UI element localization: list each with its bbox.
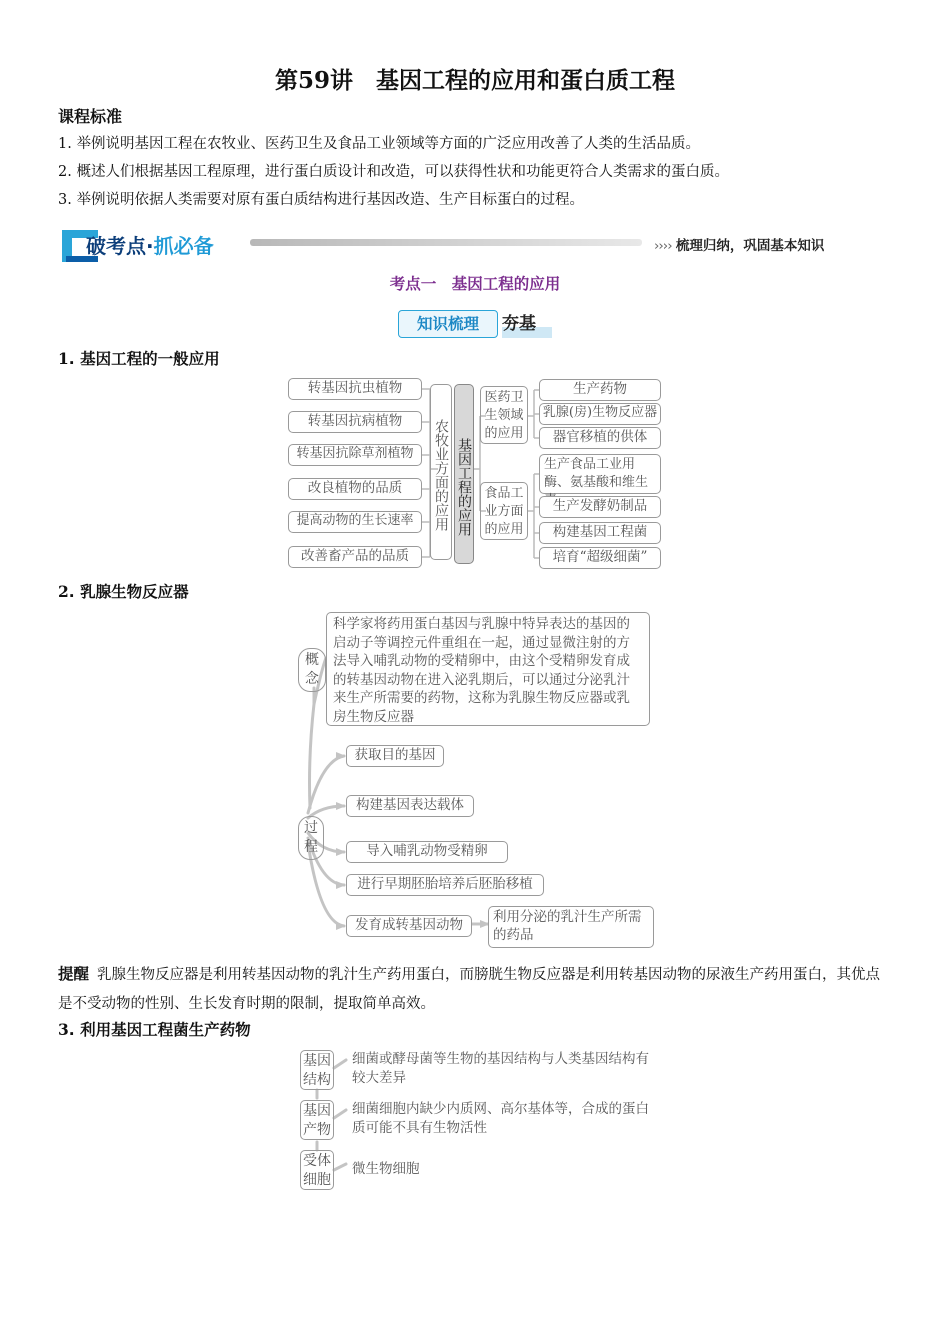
step-4: 进行早期胚胎培养后胚胎移植 bbox=[346, 874, 544, 896]
agri-label: 农牧业方面的应用 bbox=[430, 384, 452, 560]
host-cell-text: 微生物细胞 bbox=[352, 1161, 420, 1177]
part3-heading-text: . 利用基因工程菌生产药物 bbox=[68, 1021, 251, 1039]
part1-heading-text: . 基因工程的一般应用 bbox=[68, 350, 220, 368]
agri-item-4: 改良植物的品质 bbox=[288, 478, 422, 500]
gene-structure-label: 基因结构 bbox=[300, 1050, 334, 1090]
med-label: 医药卫生领域的应用 bbox=[480, 386, 528, 444]
step-5: 发育成转基因动物 bbox=[346, 915, 472, 937]
page-title: 第59讲 基因工程的应用和蛋白质工程 bbox=[274, 67, 675, 94]
part1-heading bbox=[58, 347, 220, 369]
concept-label: 概念 bbox=[298, 648, 326, 692]
standard-item-2: 2. 概述人们根据基因工程原理，进行蛋白质设计和改造，可以获得性状和功能更符合人类需求的蛋白质。 bbox=[58, 164, 729, 180]
agri-item-6: 改善畜产品的品质 bbox=[288, 546, 422, 568]
section-banner bbox=[58, 226, 858, 266]
part3-heading bbox=[58, 1018, 251, 1040]
process-label: 过程 bbox=[298, 816, 324, 860]
part3-heading-num: 3 bbox=[58, 1020, 69, 1039]
food-label: 食品工业方面的应用 bbox=[480, 482, 528, 540]
step-2: 构建基因表达载体 bbox=[346, 795, 474, 817]
med-item-2: 乳腺(房)生物反应器 bbox=[539, 403, 661, 425]
engineered-bacteria-diagram bbox=[298, 1046, 668, 1196]
final-product: 利用分泌的乳汁生产所需的药品 bbox=[488, 906, 654, 948]
center-label: 基因工程的应用 bbox=[454, 384, 474, 564]
med-item-1: 生产药物 bbox=[539, 379, 661, 401]
badge-right: 夯基 bbox=[502, 310, 552, 338]
concept-text: 科学家将药用蛋白基因与乳腺中特异表达的基因的启动子等调控元件重组在一起，通过显微注射的方法导入哺乳动物的受精卵中，由这个受精卵发育成的转基因动物在进入泌乳期后，可以通过分泌乳汁来生产所需要的药物，这称为乳腺生物反应器或乳房生物反应器 bbox=[326, 612, 650, 726]
part1-heading-num: 1 bbox=[58, 349, 69, 368]
gene-structure-text: 细菌或酵母菌等生物的基因结构与人类基因结构有较大差异 bbox=[352, 1051, 649, 1086]
section-title: 考点一 基因工程的应用 bbox=[389, 275, 561, 293]
mammary-bioreactor-diagram bbox=[292, 608, 662, 953]
application-diagram bbox=[284, 374, 668, 574]
agri-item-2: 转基因抗病植物 bbox=[288, 411, 422, 433]
food-item-1: 生产食品工业用酶、氨基酸和维生 bbox=[539, 454, 661, 494]
banner-left-accent: 抓必备 bbox=[153, 234, 214, 258]
agri-item-3: 转基因抗除草剂植物 bbox=[288, 444, 422, 466]
part2-heading bbox=[58, 580, 189, 602]
standard-item-1: 1. 举例说明基因工程在农牧业、医药卫生及食品工业领域等方面的广泛应用改善了人类的生活品质。 bbox=[58, 136, 700, 152]
agri-item-1: 转基因抗虫植物 bbox=[288, 378, 422, 400]
host-cell-label: 受体细胞 bbox=[300, 1150, 334, 1190]
standard-item-3: 3. 举例说明依据人类需要对原有蛋白质结构进行基因改造、生产目标蛋白的过程。 bbox=[58, 192, 584, 208]
gene-product-text: 细菌细胞内缺少内质网、高尔基体等，合成的蛋白质可能不具有生物活性 bbox=[352, 1101, 649, 1136]
tip-paragraph bbox=[58, 960, 892, 1019]
food-item-4: 培育“超级细菌” bbox=[539, 547, 661, 569]
tip-label: 提醒 bbox=[58, 965, 90, 983]
part2-heading-text: . 乳腺生物反应器 bbox=[68, 583, 189, 601]
food-item-3: 构建基因工程菌 bbox=[539, 522, 661, 544]
banner-arrows-icon: ›››› bbox=[654, 238, 672, 254]
step-3: 导入哺乳动物受精卵 bbox=[346, 841, 508, 863]
step-1: 获取目的基因 bbox=[346, 745, 444, 767]
knowledge-badge bbox=[398, 310, 554, 338]
banner-right-text: 梳理归纳，巩固基本知识 bbox=[675, 238, 825, 254]
banner-divider bbox=[250, 239, 642, 246]
gene-product-label: 基因产物 bbox=[300, 1100, 334, 1140]
part2-heading-num: 2 bbox=[58, 582, 69, 601]
tip-text: 乳腺生物反应器是利用转基因动物的乳汁生产药用蛋白，而膀胱生物反应器是利用转基因动物的尿液生产药用蛋白，其优点是不受动物的性别、生长发育时期的限制，提取简单高效。 bbox=[58, 967, 881, 1012]
badge-left: 知识梳理 bbox=[398, 310, 498, 338]
agri-item-5: 提高动物的生长速率 bbox=[288, 511, 422, 533]
banner-left-text: 破考点· bbox=[86, 234, 154, 258]
med-item-3: 器官移植的供体 bbox=[539, 427, 661, 449]
standards-heading: 课程标准 bbox=[58, 107, 123, 126]
food-item-2: 生产发酵奶制品 bbox=[539, 496, 661, 518]
